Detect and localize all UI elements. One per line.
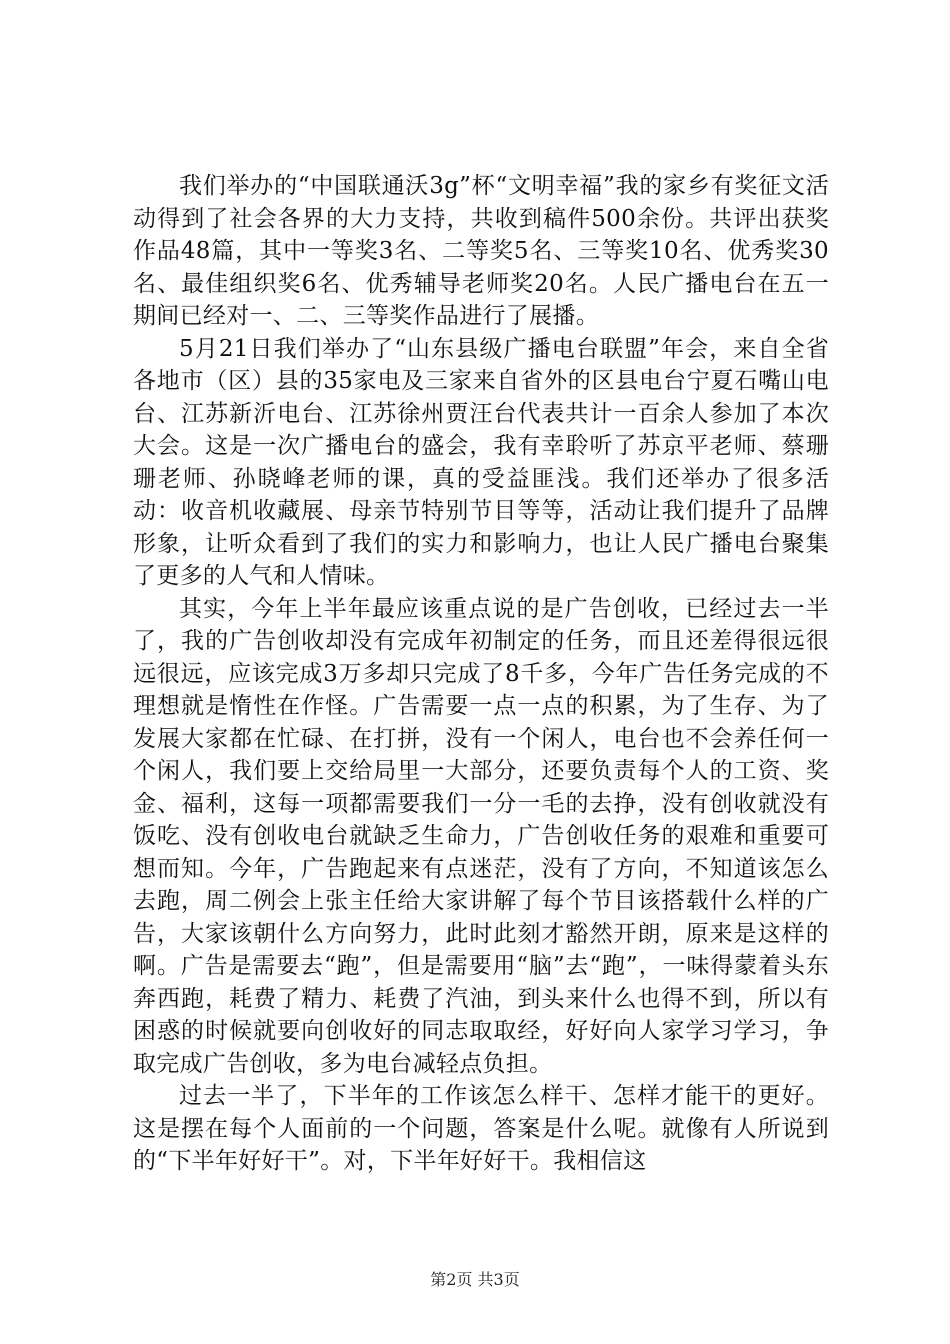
page-number-footer: 第2页 共3页 bbox=[430, 1270, 520, 1289]
document-body bbox=[133, 170, 829, 1178]
paragraph-advertising: 其实，今年上半年最应该重点说的是广告创收，已经过去一半了，我的广告创收却没有完成年初制定的任务，而且还差得很远很远很远，应该完成3万多却只完成了8千多，今年广告任务完成的不理想就是惰性在作怪。广告需要一点一点的积累，为了生存、为了发展大家都在忙碌、在打拼，没有一个闲人，电台也不会养任何一个闲人，我们要上交给局里一大部分，还要负责每个人的工资、奖金、福利，这每一项都需要我们一分一毛的去挣，没有创收就没有饭吃、没有创收电台就缺乏生命力，广告创收任务的艰难和重要可想而知。今年，广告跑起来有点迷茫，没有了方向，不知道该怎么去跑，周二例会上张主任给大家讲解了每个节目该搭载什么样的广告，大家该朝什么方向努力，此时此刻才豁然开朗，原来是这样的啊。广告是需要去“跑”，但是需要用“脑”去“跑”，一味得蒙着头东奔西跑，耗费了精力、耗费了汽油，到头来什么也得不到，所以有困惑的时候就要向创收好的同志取取经，好好向人家学习学习，争取完成广告创收，多为电台减轻点负担。 bbox=[133, 595, 829, 1077]
paragraph-annual-meeting: 5月21日我们举办了“山东县级广播电台联盟”年会，来自全省各地市（区）县的35家电及三家来自省外的区县电台宁夏石嘴山电台、江苏新沂电台、江苏徐州贾汪台代表共计一百余人参加了本次大会。这是一次广播电台的盛会，我有幸聆听了苏京平老师、蔡珊珊老师、孙晓峰老师的课，真的受益匪浅。我们还举办了很多活动：收音机收藏展、母亲节特别节目等等，活动让我们提升了品牌形象，让听众看到了我们的实力和影响力，也让人民广播电台聚集了更多的人气和人情味。 bbox=[133, 335, 829, 589]
paragraph-contest: 我们举办的“中国联通沃3g”杯“文明幸福”我的家乡有奖征文活动得到了社会各界的大力支持，共收到稿件500余份。共评出获奖作品48篇，其中一等奖3名、二等奖5名、三等奖10名、优秀奖30名、最佳组织奖6名、优秀辅导老师奖20名。人民广播电台在五一期间已经对一、二、三等奖作品进行了展播。 bbox=[133, 173, 829, 329]
paragraph-second-half: 过去一半了，下半年的工作该怎么样干、怎样才能干的更好。这是摆在每个人面前的一个问题，答案是什么呢。就像有人所说到的“下半年好好干”。对，下半年好好干。我相信这 bbox=[133, 1083, 829, 1174]
